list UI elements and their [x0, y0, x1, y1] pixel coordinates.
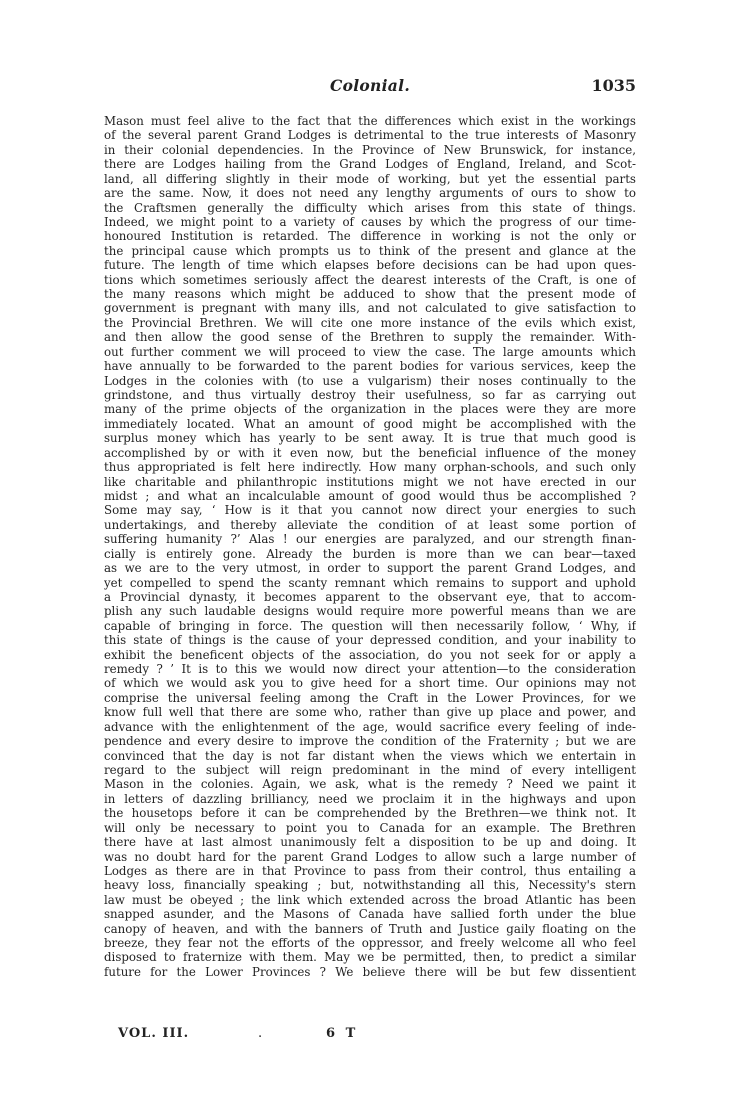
page-number: 1035: [591, 76, 636, 95]
text-line: Indeed, we might point to a variety of causes by which the progress of our time-: [104, 214, 636, 229]
text-line: as we are to the very utmost, in order to support the parent Grand Lodges, and: [104, 561, 636, 576]
text-line: Mason in the colonies. Again, we ask, what is the remedy ? Need we paint it: [104, 777, 636, 792]
text-line: know full well that there are some who, rather than give up place and power, and: [104, 705, 636, 720]
text-line: regard to the subject will reign predominant in the mind of every intelligent: [104, 762, 636, 777]
text-line: in their colonial dependencies. In the Province of New Brunswick, for instance,: [104, 142, 636, 157]
text-line: the many reasons which might be adduced to show that the present mode of: [104, 287, 636, 302]
text-line: thus appropriated is felt here indirectly. How many orphan-schools, and such only: [104, 460, 636, 475]
text-line: land, all differing slightly in their mode of working, but yet the essential parts: [104, 171, 636, 186]
text-line: in letters of dazzling brilliancy, need we proclaim it in the highways and upon: [104, 791, 636, 806]
text-line: Mason must feel alive to the fact that the differences which exist in the workings: [104, 114, 636, 128]
text-line: Lodges in the colonies with (to use a vulgarism) their noses continually to the: [104, 373, 636, 388]
text-line: the housetops before it can be comprehended by the Brethren—we think not. It: [104, 806, 636, 821]
text-line: Lodges as there are in that Province to pass from their control, thus entailing a: [104, 863, 636, 878]
text-line: immediately located. What an amount of good might be accomplished with the: [104, 416, 636, 431]
text-line: heavy loss, financially speaking ; but, notwithstanding all this, Necessity's stern: [104, 878, 636, 893]
text-line: the Provincial Brethren. We will cite one more instance of the evils which exist,: [104, 315, 636, 330]
text-line: the Craftsmen generally the difficulty which arises from this state of things.: [104, 200, 636, 215]
text-line: future. The length of time which elapses before decisions can be had upon ques-: [104, 258, 636, 273]
text-line: remedy ? ’ It is to this we would now direct your attention—to the consideration: [104, 662, 636, 677]
text-line: government is pregnant with many ills, and not calculated to give satisfaction to: [104, 301, 636, 316]
page-footer: [118, 1026, 638, 1044]
text-line: canopy of heaven, and with the banners of Truth and Justice gaily floating on the: [104, 921, 636, 936]
text-line: surplus money which has yearly to be sent away. It is true that much good is: [104, 431, 636, 446]
text-line: this state of things is the cause of your depressed condition, and your inability to: [104, 633, 636, 648]
text-line: of which we would ask you to give heed for a short time. Our opinions may not: [104, 676, 636, 691]
text-line: Some may say, ‘ How is it that you cannot now direct your energies to such: [104, 503, 636, 518]
page-header: [104, 76, 636, 98]
text-line: honoured Institution is retarded. The difference in working is not the only or: [104, 229, 636, 244]
text-line: like charitable and philanthropic institutions might we not have erected in our: [104, 474, 636, 489]
signature-mark: 6 T: [326, 1026, 359, 1041]
text-line: there are Lodges hailing from the Grand Lodges of England, Ireland, and Scot-: [104, 157, 636, 172]
text-line: and then allow the good sense of the Brethren to supply the remainder. With-: [104, 330, 636, 345]
text-line: the principal cause which prompts us to think of the present and glance at the: [104, 243, 636, 258]
text-line: undertakings, and thereby alleviate the condition of at least some portion of: [104, 517, 636, 532]
text-line: law must be obeyed ; the link which extended across the broad Atlantic has been: [104, 892, 636, 907]
footer-dot: .: [258, 1026, 263, 1041]
text-line: midst ; and what an incalculable amount of good would thus be accomplished ?: [104, 488, 636, 503]
text-line: have annually to be forwarded to the parent bodies for various services, keep the: [104, 359, 636, 374]
text-line: advance with the enlightenment of the age, would sacrifice every feeling of inde-: [104, 719, 636, 734]
text-line: grindstone, and thus virtually destroy their usefulness, so far as carrying out: [104, 388, 636, 403]
text-line: plish any such laudable designs would require more powerful means than we are: [104, 604, 636, 619]
body-text: [104, 114, 636, 994]
text-line: pendence and every desire to improve the condition of the Fraternity ; but we are: [104, 734, 636, 749]
text-line: capable of bringing in force. The question will then necessarily follow, ‘ Why, if: [104, 618, 636, 633]
text-line: convinced that the day is not far distant when the views which we entertain in: [104, 748, 636, 763]
text-line: exhibit the beneficent objects of the association, do you not seek for or apply a: [104, 647, 636, 662]
text-line: tions which sometimes seriously affect the dearest interests of the Craft, is one of: [104, 272, 636, 287]
text-line: yet compelled to spend the scanty remnant which remains to support and uphold: [104, 575, 636, 590]
text-line: are the same. Now, it does not need any lengthy arguments of ours to show to: [104, 186, 636, 201]
volume-label: VOL. III.: [118, 1026, 190, 1041]
text-line: comprise the universal feeling among the Craft in the Lower Provinces, for we: [104, 690, 636, 705]
running-title: Colonial.: [329, 76, 411, 95]
text-line: disposed to fraternize with them. May we be permitted, then, to predict a similar: [104, 950, 636, 965]
text-line: [104, 979, 636, 993]
text-line: future for the Lower Provinces ? We believe there will be but few dissentient: [104, 964, 636, 979]
text-line: of the several parent Grand Lodges is detrimental to the true interests of Masonry: [104, 128, 636, 143]
text-line: was no doubt hard for the parent Grand Lodges to allow such a large number of: [104, 849, 636, 864]
text-line: breeze, they fear not the efforts of the oppressor, and freely welcome all who feel: [104, 936, 636, 951]
text-line: out further comment we will proceed to view the case. The large amounts which: [104, 344, 636, 359]
text-line: there have at last almost unanimously felt a disposition to be up and doing. It: [104, 835, 636, 850]
text-line: snapped asunder, and the Masons of Canada have sallied forth under the blue: [104, 907, 636, 922]
text-line: cially is entirely gone. Already the burden is more than we can bear—taxed: [104, 546, 636, 561]
text-line: suffering humanity ?’ Alas ! our energies are paralyzed, and our strength finan-: [104, 532, 636, 547]
text-line: accomplished by or with it even now, but the beneficial influence of the money: [104, 445, 636, 460]
text-line: a Provincial dynasty, it becomes apparent to the observant eye, that to accom-: [104, 589, 636, 604]
text-line: will only be necessary to point you to Canada for an example. The Brethren: [104, 820, 636, 835]
text-line: many of the prime objects of the organization in the places were they are more: [104, 402, 636, 417]
